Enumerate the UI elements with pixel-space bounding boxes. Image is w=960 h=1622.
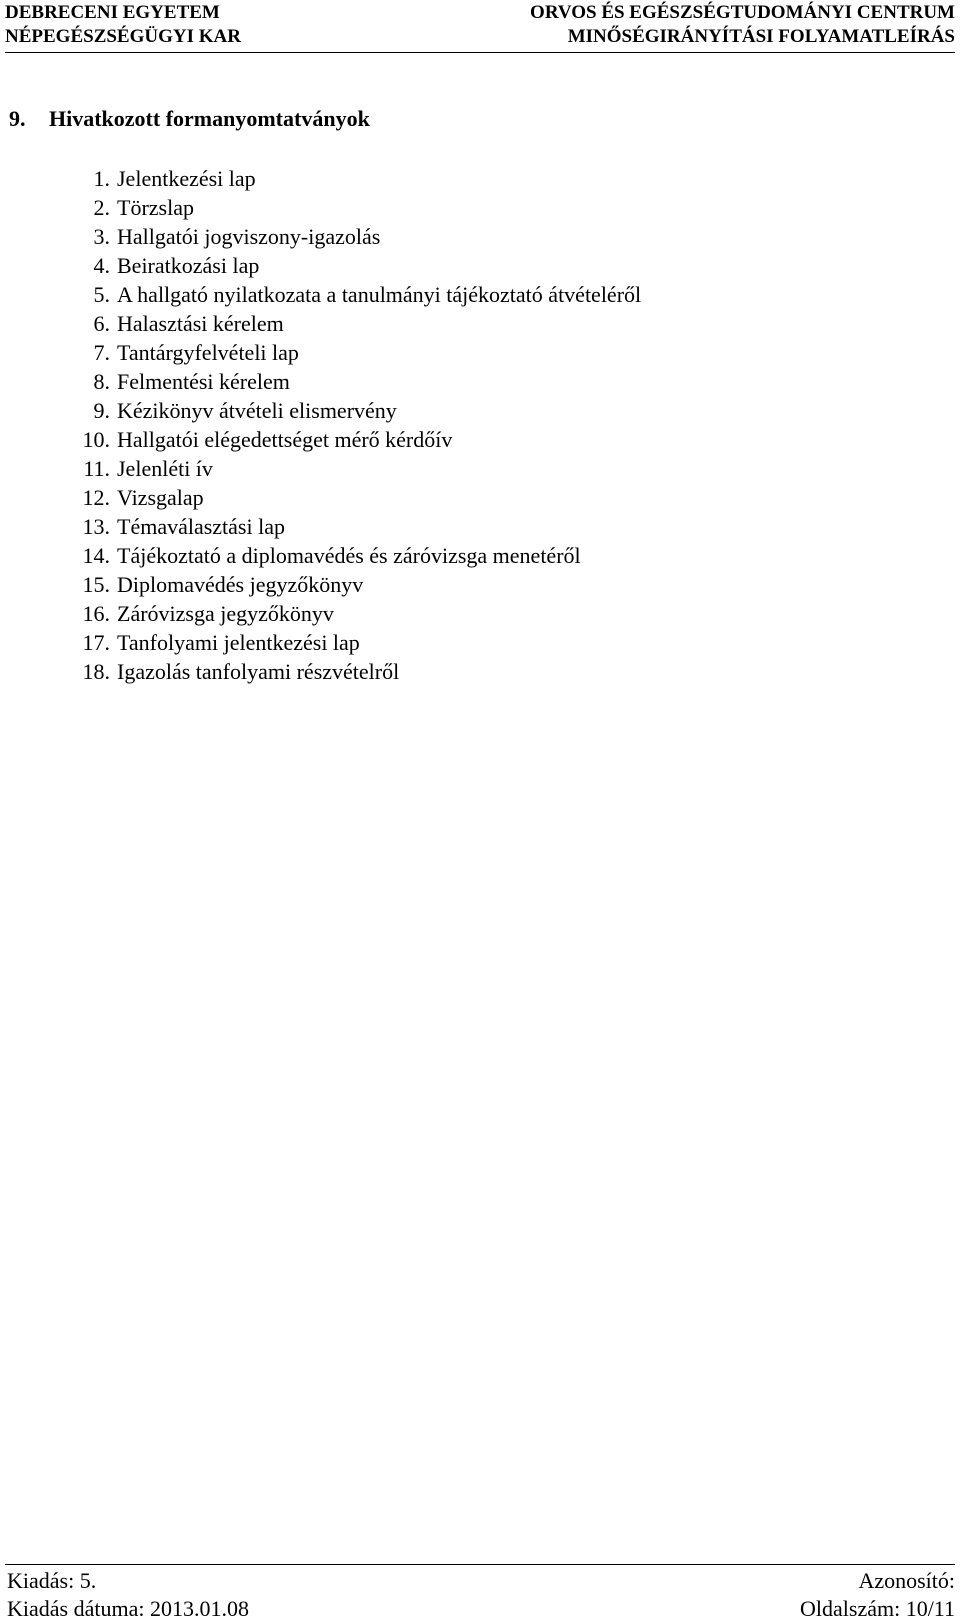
- header-university: DEBRECENI EGYETEM: [5, 2, 220, 23]
- list-item-number: 2.: [93, 195, 110, 220]
- list-item-number: 1.: [93, 166, 110, 191]
- list-item-number: 16.: [82, 601, 110, 626]
- list-item-number: 9.: [93, 398, 110, 423]
- list-item-label: Vizsgalap: [117, 485, 204, 510]
- list-item-number: 17.: [82, 630, 110, 655]
- header-left: [5, 1, 241, 49]
- list-item-label: Törzslap: [117, 195, 194, 220]
- list-item-number: 12.: [82, 485, 110, 510]
- footer-issue: Kiadás: 5.: [7, 1568, 97, 1593]
- list-item-label: Felmentési kérelem: [117, 369, 290, 394]
- list-item-label: Záróvizsga jegyzőkönyv: [117, 601, 334, 626]
- list-item-label: Beiratkozási lap: [117, 253, 260, 278]
- list-item-number: 5.: [93, 282, 110, 307]
- list-item-label: Hallgatói elégedettséget mérő kérdőív: [117, 427, 453, 452]
- list-item-label: Kézikönyv átvételi elismervény: [117, 398, 397, 423]
- list-item-number: 13.: [82, 514, 110, 539]
- list-item-number: 6.: [93, 311, 110, 336]
- list-item-label: Tájékoztató a diplomavédés és záróvizsga menetéről: [117, 543, 581, 568]
- page-header: [5, 0, 955, 53]
- page-footer: [5, 1564, 955, 1621]
- list-item-number: 4.: [93, 253, 110, 278]
- footer-page-number: Oldalszám: 10/11: [800, 1596, 955, 1621]
- section-number: 9.: [9, 106, 26, 131]
- list-item-label: Tanfolyami jelentkezési lap: [117, 630, 360, 655]
- list-item-number: 14.: [82, 543, 110, 568]
- list-item-label: A hallgató nyilatkozata a tanulmányi tájékoztató átvételéről: [117, 282, 642, 307]
- list-item-label: Hallgatói jogviszony-igazolás: [117, 224, 381, 249]
- list-item-number: 8.: [93, 369, 110, 394]
- list-item-label: Halasztási kérelem: [117, 311, 284, 336]
- list-item-label: Tantárgyfelvételi lap: [117, 340, 299, 365]
- header-faculty: NÉPEGÉSZSÉGÜGYI KAR: [5, 26, 241, 47]
- list-item-number: 7.: [93, 340, 110, 365]
- list-item-number: 18.: [82, 659, 110, 684]
- list-item-label: Jelenléti ív: [117, 456, 213, 481]
- footer-row-1: [5, 1565, 955, 1593]
- footer-issue-date: Kiadás dátuma: 2013.01.08: [7, 1596, 249, 1621]
- list-item-label: Diplomavédés jegyzőkönyv: [117, 572, 364, 597]
- header-right: [530, 1, 955, 49]
- list-item-label: Témaválasztási lap: [117, 514, 285, 539]
- list-item-label: Jelentkezési lap: [117, 166, 256, 191]
- footer-row-2: [5, 1593, 955, 1621]
- header-document-type: MINŐSÉGIRÁNYÍTÁSI FOLYAMATLEÍRÁS: [567, 26, 955, 47]
- header-center: ORVOS ÉS EGÉSZSÉGTUDOMÁNYI CENTRUM: [530, 2, 955, 23]
- list-item-number: 11.: [83, 456, 110, 481]
- section-title: Hivatkozott formanyomtatványok: [49, 106, 370, 131]
- list-item-number: 10.: [82, 427, 110, 452]
- list-item-number: 3.: [93, 224, 110, 249]
- footer-identifier: Azonosító:: [858, 1568, 955, 1593]
- section-heading: [9, 105, 370, 133]
- list-item-label: Igazolás tanfolyami részvételről: [117, 659, 400, 684]
- list-item-number: 15.: [82, 572, 110, 597]
